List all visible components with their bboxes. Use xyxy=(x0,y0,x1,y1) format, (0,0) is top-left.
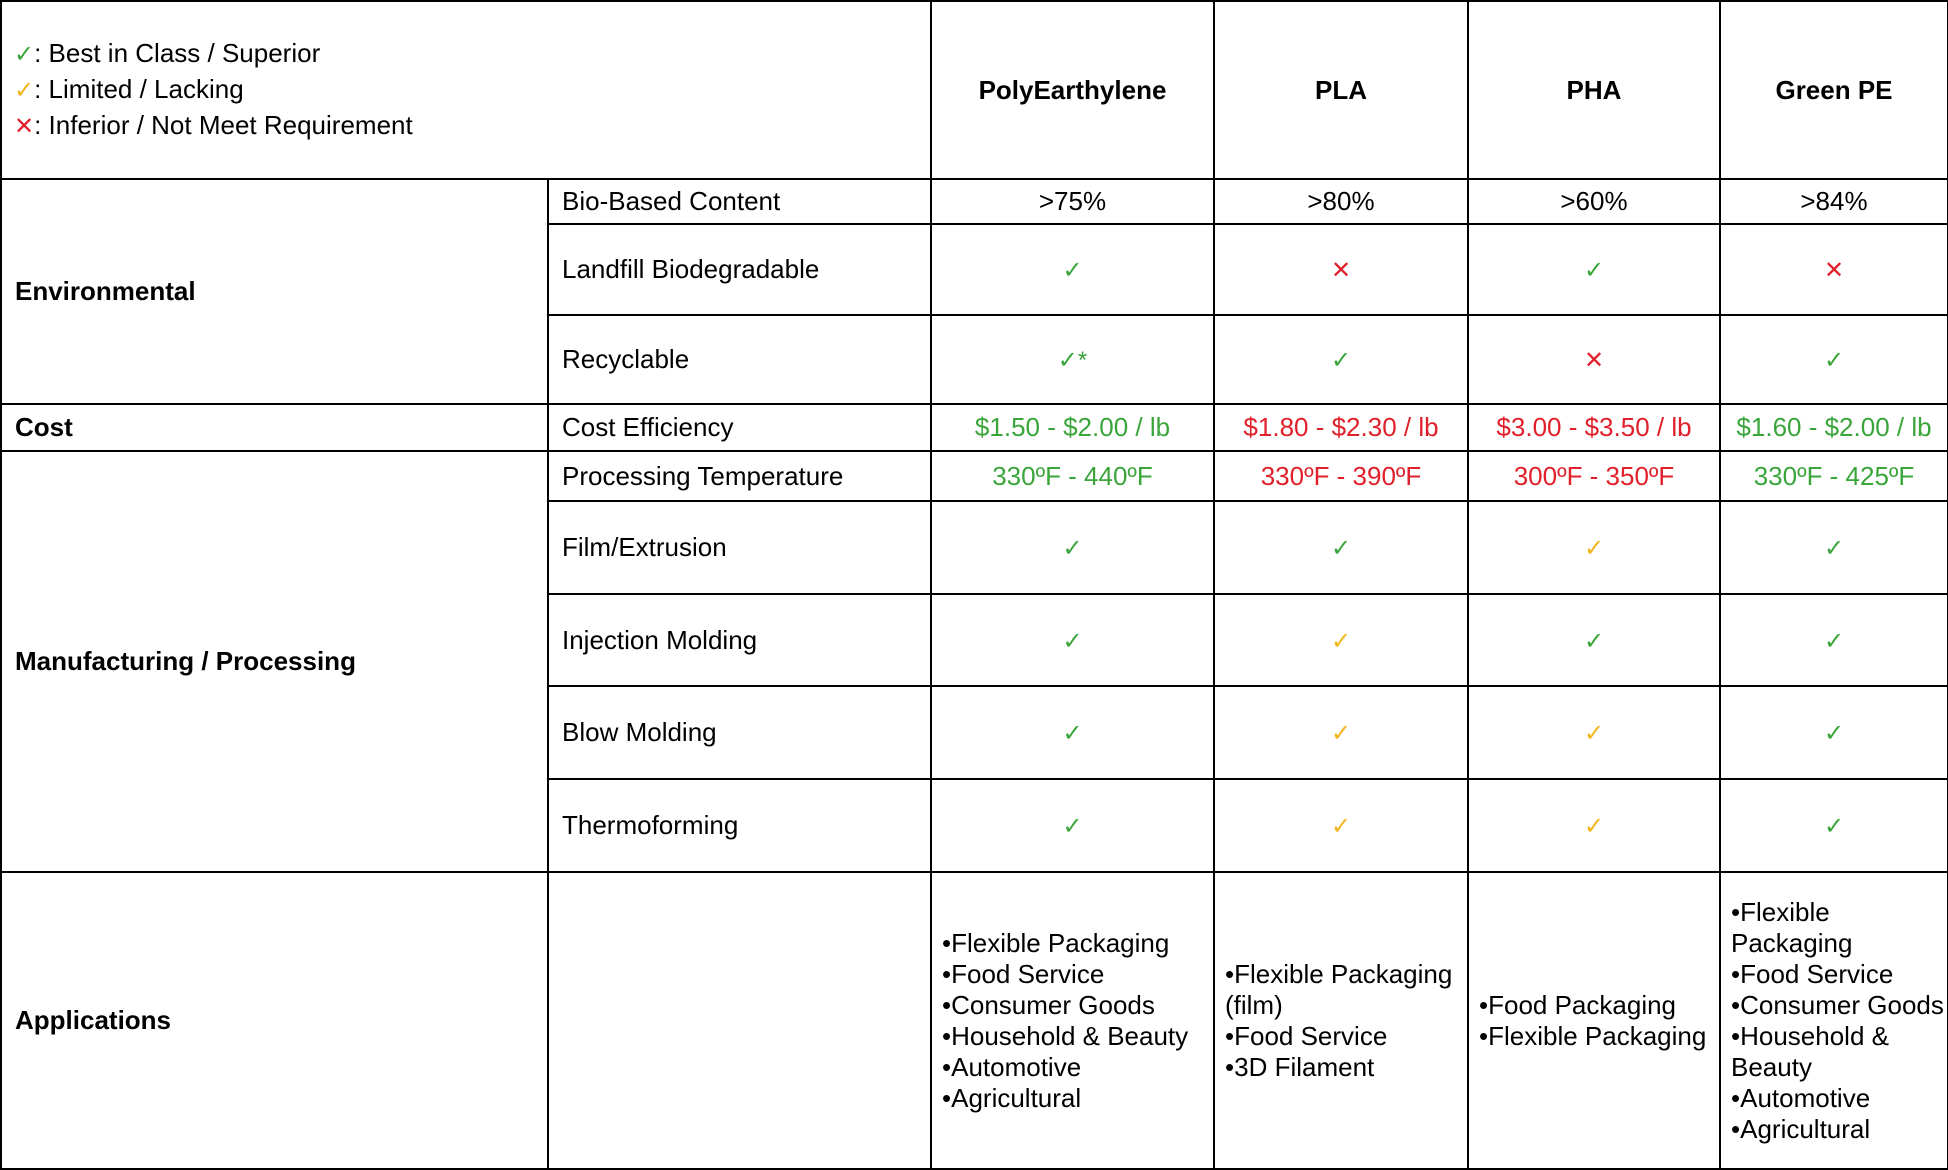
list-item: • Flexible Packaging (film) xyxy=(1225,959,1467,1021)
applications-empty-cell xyxy=(548,872,931,1169)
application-list xyxy=(1731,897,1947,1145)
value-cell: 330ºF - 425ºF xyxy=(1720,451,1948,501)
rating-cell xyxy=(1720,501,1948,594)
rating-cell xyxy=(1468,224,1720,315)
category-applications: Applications xyxy=(1,872,548,1169)
list-item: • Flexible Packaging xyxy=(1731,897,1947,959)
list-item: • Flexible Packaging xyxy=(942,928,1213,959)
criterion-label: Recyclable xyxy=(548,315,931,404)
check-icon: ✓ xyxy=(1583,813,1605,840)
applications-list xyxy=(1468,872,1720,1169)
value-cell: 330ºF - 390ºF xyxy=(1214,451,1468,501)
value-cell: >84% xyxy=(1720,179,1948,224)
check-icon: ✓ xyxy=(14,41,35,68)
x-icon: ✕ xyxy=(1823,257,1845,284)
check-icon: ✓* xyxy=(1057,347,1088,374)
criterion-label: Landfill Biodegradable xyxy=(548,224,931,315)
legend-item-limited: ✓: Limited / Lacking xyxy=(14,74,244,104)
criterion-label: Injection Molding xyxy=(548,594,931,686)
list-item: • Food Packaging xyxy=(1479,990,1719,1021)
check-icon: ✓ xyxy=(1583,535,1605,562)
row-cost-efficiency xyxy=(1,404,1948,451)
value-cell: >60% xyxy=(1468,179,1720,224)
criterion-label: Processing Temperature xyxy=(548,451,931,501)
application-list xyxy=(1225,959,1467,1083)
application-list xyxy=(942,928,1213,1114)
check-icon: ✓ xyxy=(1583,257,1605,284)
rating-cell xyxy=(1468,594,1720,686)
list-item: • Flexible Packaging xyxy=(1479,1021,1719,1052)
list-item: • Food Service xyxy=(1225,1021,1467,1052)
rating-cell xyxy=(1720,594,1948,686)
category-manufacturing: Manufacturing / Processing xyxy=(1,451,548,872)
check-icon: ✓ xyxy=(1330,813,1352,840)
applications-list xyxy=(931,872,1214,1169)
rating-cell xyxy=(1720,779,1948,872)
legend xyxy=(1,1,931,179)
value-cell: $1.60 - $2.00 / lb xyxy=(1720,404,1948,451)
rating-cell xyxy=(1214,779,1468,872)
header-row xyxy=(1,1,1948,179)
rating-cell xyxy=(931,315,1214,404)
column-header-polyearthylene: PolyEarthylene xyxy=(931,1,1214,179)
rating-cell xyxy=(931,501,1214,594)
check-icon: ✓ xyxy=(1823,813,1845,840)
check-icon: ✓ xyxy=(1583,627,1605,655)
check-icon: ✓ xyxy=(1062,257,1083,284)
rating-cell xyxy=(1468,315,1720,404)
list-item: • Food Service xyxy=(942,959,1213,990)
value-cell: 300ºF - 350ºF xyxy=(1468,451,1720,501)
category-cost: Cost xyxy=(1,404,548,451)
check-icon: ✓ xyxy=(14,77,35,104)
rating-cell xyxy=(931,779,1214,872)
rating-cell xyxy=(1468,779,1720,872)
rating-cell xyxy=(1720,315,1948,404)
list-item: • Household & Beauty xyxy=(942,1021,1213,1052)
rating-cell xyxy=(1468,686,1720,779)
value-cell: $3.00 - $3.50 / lb xyxy=(1468,404,1720,451)
rating-cell xyxy=(931,686,1214,779)
rating-cell xyxy=(1720,686,1948,779)
rating-cell xyxy=(1214,224,1468,315)
column-header-pha: PHA xyxy=(1468,1,1720,179)
rating-cell xyxy=(931,594,1214,686)
check-icon: ✓ xyxy=(1330,347,1352,374)
check-icon: ✓ xyxy=(1330,535,1352,562)
rating-cell xyxy=(1214,686,1468,779)
criterion-label: Blow Molding xyxy=(548,686,931,779)
value-cell: 330ºF - 440ºF xyxy=(931,451,1214,501)
applications-list xyxy=(1720,872,1948,1169)
check-icon: ✓ xyxy=(1062,627,1083,655)
row-bio-based-content xyxy=(1,179,1948,224)
value-cell: $1.50 - $2.00 / lb xyxy=(931,404,1214,451)
x-icon: ✕ xyxy=(1583,347,1605,374)
list-item: • Agricultural xyxy=(1731,1114,1947,1145)
rating-cell xyxy=(1468,501,1720,594)
check-icon: ✓ xyxy=(1823,627,1845,655)
applications-list xyxy=(1214,872,1468,1169)
list-item: • Food Service xyxy=(1731,959,1947,990)
check-icon: ✓ xyxy=(1330,720,1352,747)
check-icon: ✓ xyxy=(1062,720,1083,747)
column-header-green-pe: Green PE xyxy=(1720,1,1948,179)
check-icon: ✓ xyxy=(1583,720,1605,747)
check-icon: ✓ xyxy=(1823,347,1845,374)
list-item: • Agricultural xyxy=(942,1083,1213,1114)
check-icon: ✓ xyxy=(1823,535,1845,562)
application-list xyxy=(1479,990,1719,1052)
rating-cell xyxy=(1214,594,1468,686)
row-applications xyxy=(1,872,1948,1169)
column-header-pla: PLA xyxy=(1214,1,1468,179)
list-item: • 3D Filament xyxy=(1225,1052,1467,1083)
x-icon: ✕ xyxy=(1330,257,1352,284)
x-icon: ✕ xyxy=(14,113,35,140)
row-processing-temperature xyxy=(1,451,1948,501)
value-cell: >80% xyxy=(1214,179,1468,224)
rating-cell xyxy=(1214,501,1468,594)
check-icon: ✓ xyxy=(1330,627,1352,655)
list-item: • Household & Beauty xyxy=(1731,1021,1947,1083)
list-item: • Consumer Goods xyxy=(942,990,1213,1021)
criterion-label: Cost Efficiency xyxy=(548,404,931,451)
rating-cell xyxy=(931,224,1214,315)
legend-item-best: ✓: Best in Class / Superior xyxy=(14,38,321,68)
criterion-label: Bio-Based Content xyxy=(548,179,931,224)
criterion-label: Film/Extrusion xyxy=(548,501,931,594)
check-icon: ✓ xyxy=(1062,813,1083,840)
criterion-label: Thermoforming xyxy=(548,779,931,872)
list-item: • Consumer Goods xyxy=(1731,990,1947,1021)
rating-cell xyxy=(1720,224,1948,315)
list-item: • Automotive xyxy=(1731,1083,1947,1114)
rating-cell xyxy=(1214,315,1468,404)
value-cell: >75% xyxy=(931,179,1214,224)
legend-item-inferior: ✕: Inferior / Not Meet Requirement xyxy=(14,110,413,140)
check-icon: ✓ xyxy=(1062,535,1083,562)
category-environmental: Environmental xyxy=(1,179,548,404)
list-item: • Automotive xyxy=(942,1052,1213,1083)
check-icon: ✓ xyxy=(1823,720,1845,747)
value-cell: $1.80 - $2.30 / lb xyxy=(1214,404,1468,451)
